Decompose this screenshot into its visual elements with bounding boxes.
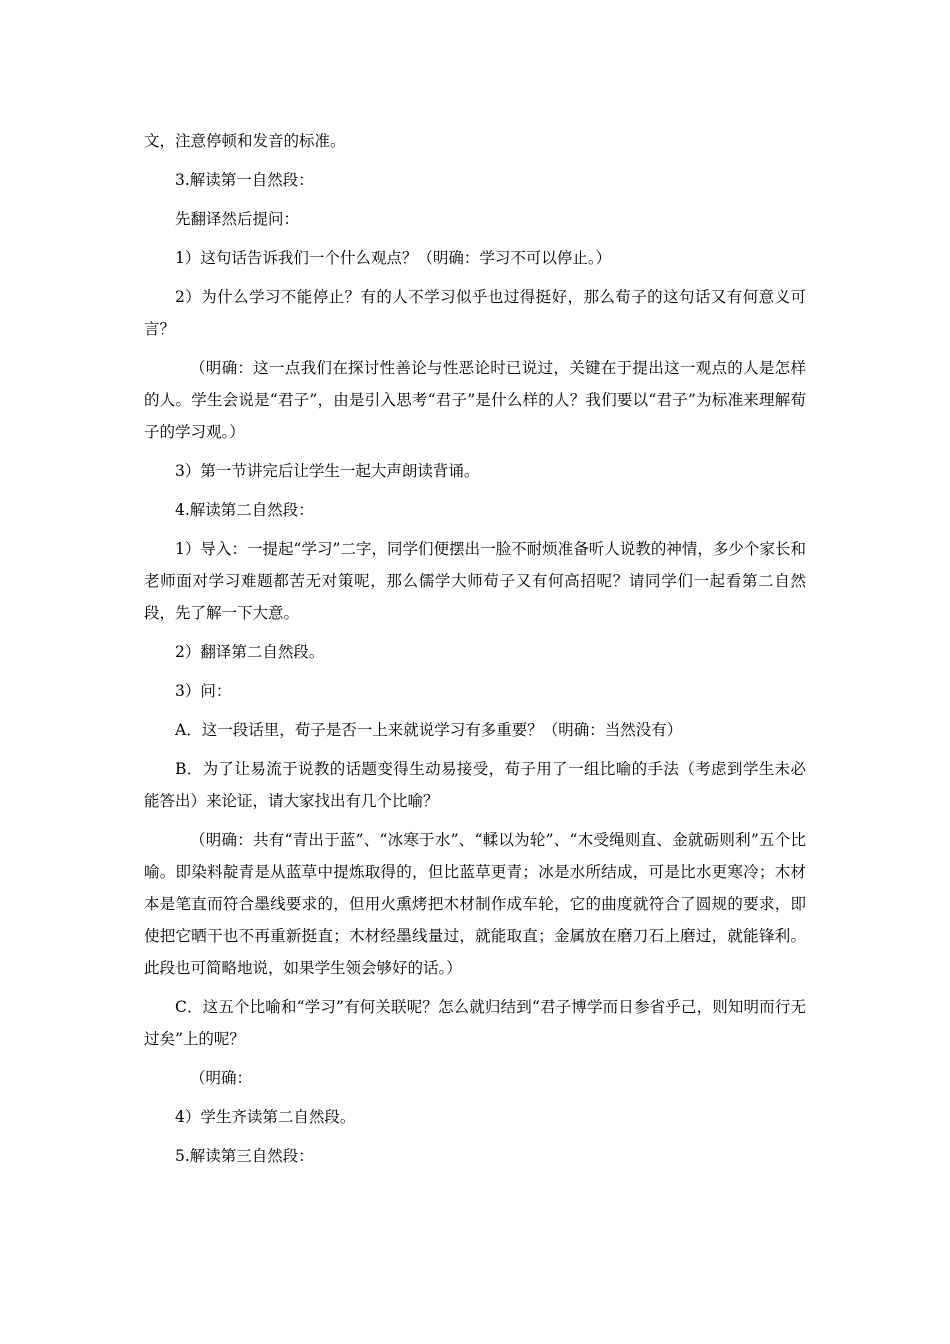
question-item: 1）这句话告诉我们一个什么观点？（明确：学习不可以停止。）: [175, 249, 612, 267]
question-item: 1）导入：一提起“学习”二字，同学们便摆出一脸不耐烦准备听人说教的神情，多少个家长和老师面对学习难题都苦无对策呢，那么儒学大师荀子又有何高招呢？请同学们一起看第二自然段，先了解一下大意。: [144, 540, 806, 622]
question-item: 3）问：: [175, 682, 232, 700]
section-heading-4: 4.解读第二自然段：: [175, 501, 314, 519]
question-item: 4）学生齐读第二自然段。: [175, 1108, 356, 1126]
section-heading-5: 5.解读第三自然段：: [175, 1147, 314, 1165]
question-item: 2）翻译第二自然段。: [175, 643, 325, 661]
sub-question-b: B．为了让易流于说教的话题变得生动易接受，荀子用了一组比喻的手法（考虑到学生未必能答出）来论证，请大家找出有几个比喻？: [144, 760, 806, 810]
paragraph: 先翻译然后提问：: [175, 210, 300, 228]
answer-note: （明确：这一点我们在探讨性善论与性恶论时已说过，关键在于提出这一观点的人是怎样的人。学生会说是“君子”，由是引入思考“君子”是什么样的人？我们要以“君子”为标准来理解荀子的学习观。）: [144, 359, 806, 441]
document-body: [144, 125, 806, 1179]
sub-question-a: A．这一段话里，荀子是否一上来就说学习有多重要？（明确：当然没有）: [175, 721, 683, 739]
answer-note: （明确：: [190, 1069, 253, 1087]
section-heading-3: 3.解读第一自然段：: [175, 171, 314, 189]
paragraph-continuation: 文，注意停顿和发音的标准。: [144, 132, 346, 150]
answer-note: （明确：共有“青出于蓝”、“冰寒于水”、“輮以为轮”、“木受绳则直、金就砺则利”五个比喻。即染料靛青是从蓝草中提炼取得的，但比蓝草更青；冰是水所结成，可是比水更寒冷；木材本是笔直而符合墨线要求的，但用火熏烤把木材制作成车轮，它的曲度就符合了圆规的要求，即使把它晒干也不再重新挺直；木材经墨线量过，就能取直；金属放在磨刀石上磨过，就能锋利。此段也可简略地说，如果学生领会够好的话。）: [144, 831, 806, 977]
sub-question-c: C．这五个比喻和“学习”有何关联呢？怎么就归结到“君子博学而日参省乎己，则知明而行无过矣”上的呢？: [144, 998, 806, 1048]
question-item: 3）第一节讲完后让学生一起大声朗读背诵。: [175, 462, 480, 480]
question-item: 2）为什么学习不能停止？有的人不学习似乎也过得挺好，那么荀子的这句话又有何意义可言？: [144, 288, 806, 338]
